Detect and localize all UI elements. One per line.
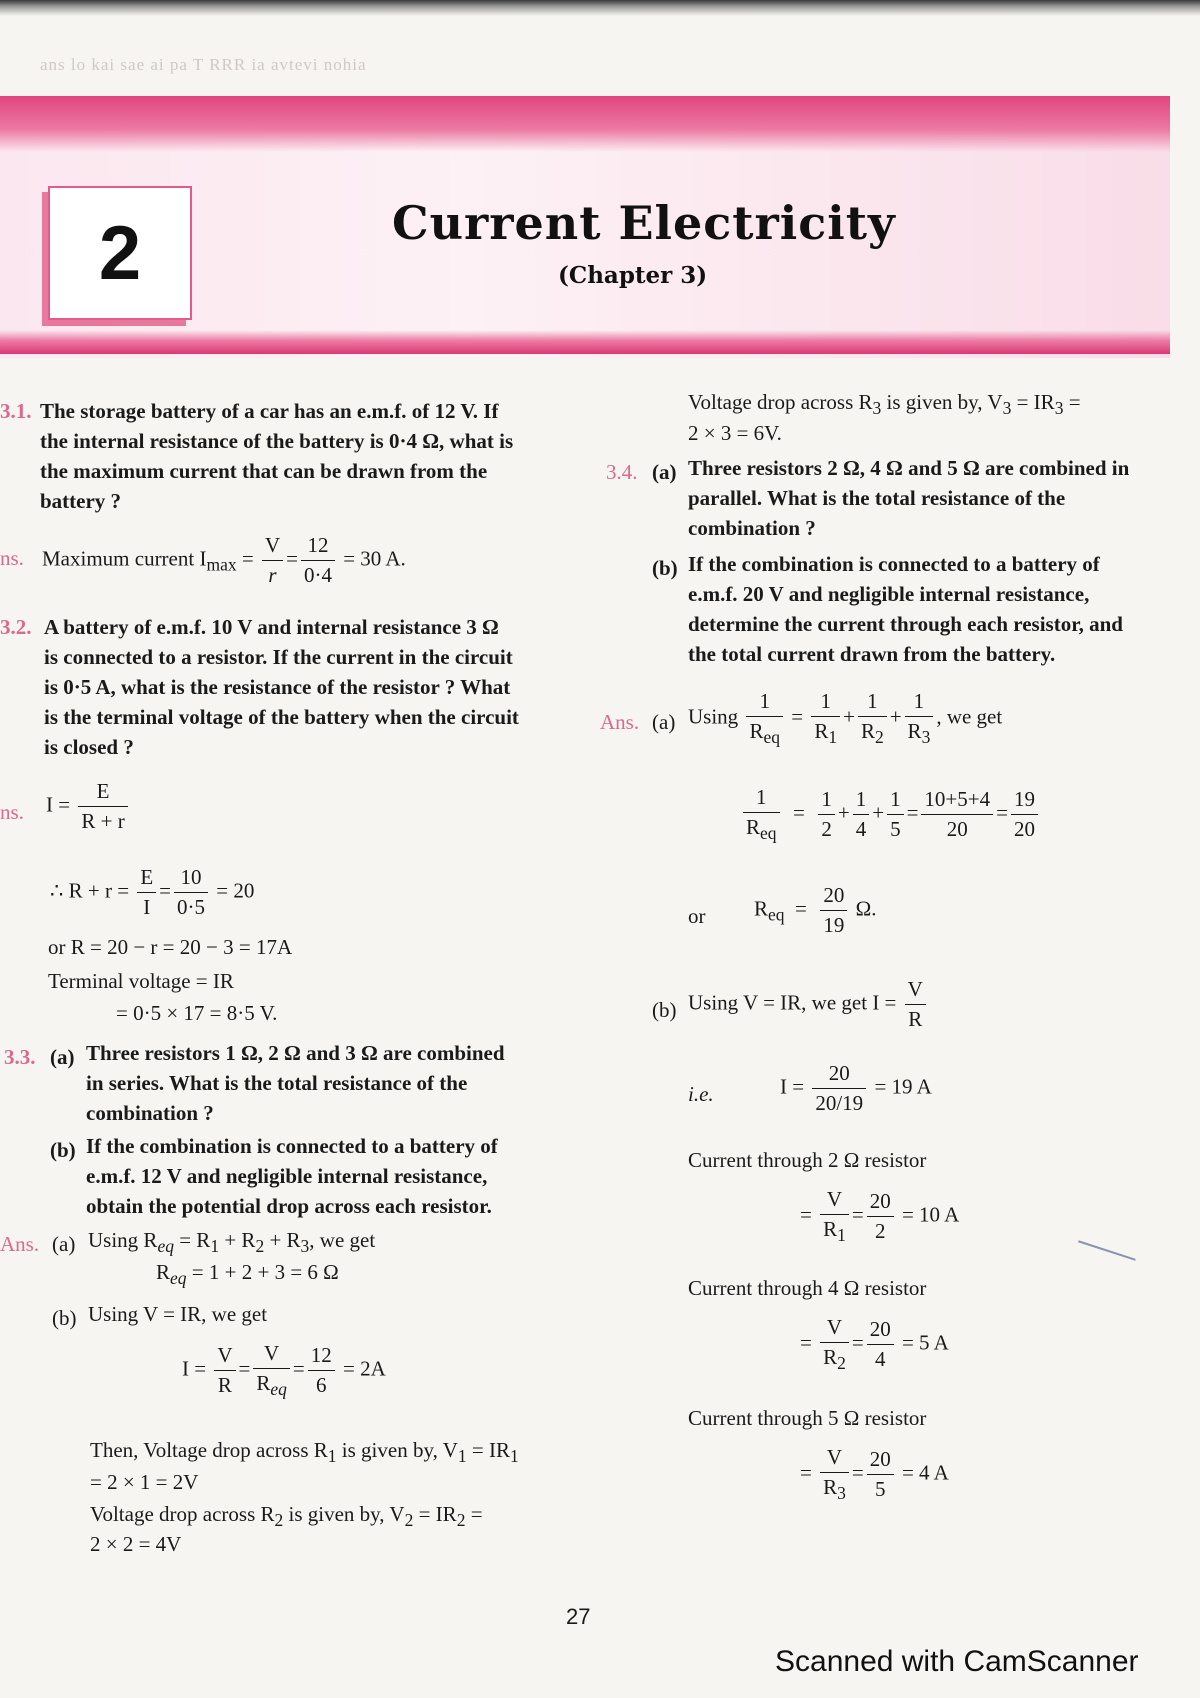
equation-line: = 0·5 × 17 = 8·5 V. xyxy=(116,1001,278,1025)
fraction: $\frac{V}{R_1}$ xyxy=(820,1188,849,1246)
fraction: $\frac{1}{R_1}$ xyxy=(811,690,840,748)
fraction: $\frac{12}{6}$ xyxy=(308,1344,335,1397)
question-line: is closed ? xyxy=(44,735,134,759)
fraction: $\frac{V}{r}$ xyxy=(262,534,283,587)
equation-parallel: Using $\frac{1}{R_{eq}}$ = $\frac{1}{R_1}$ + $\frac{1}{R_2}$ + $\frac{1}{R_3}$ , we get xyxy=(688,689,1003,748)
equation-current-5ohm: = $\frac{V}{R_3}$ = $\frac{20}{5}$ = 4 A xyxy=(800,1445,949,1504)
question-number: 3.2. xyxy=(0,615,32,639)
question-number: 3.4. xyxy=(606,460,638,484)
chapter-number-box xyxy=(48,186,192,320)
ie-label: i.e. xyxy=(688,1082,714,1106)
part-label: (b) xyxy=(50,1138,76,1162)
fraction: $\frac{V}{R_3}$ xyxy=(820,1446,849,1504)
equation-series: Using $R_{eq} = R_1 + R_2 + R_3$, we get xyxy=(88,1228,376,1257)
question-line: is the terminal voltage of the battery when the circuit xyxy=(44,705,519,729)
equation-line: or R = 20 − r = 20 − 3 = 17A xyxy=(48,935,293,959)
fraction: $\frac{E}{I}$ xyxy=(137,866,156,919)
fraction: $\frac{1}{R_{eq}}$ xyxy=(746,690,783,748)
current-label: Current through 4 Ω resistor xyxy=(688,1276,927,1300)
banner-top-stripe xyxy=(0,96,1170,152)
equation-current-4ohm: = $\frac{V}{R_2}$ = $\frac{20}{4}$ = 5 A xyxy=(800,1315,949,1374)
part-label: (b) xyxy=(52,1306,77,1330)
fraction: $\frac{1}{4}$ xyxy=(853,788,870,841)
question-line: parallel. What is the total resistance of the xyxy=(688,486,1066,510)
part-label: (a) xyxy=(50,1045,75,1069)
fraction: $\frac{10}{0\cdot 5}$ xyxy=(174,866,208,919)
question-line: is connected to a resistor. If the current in the circuit xyxy=(44,645,513,669)
equation-current-2ohm: = $\frac{V}{R_1}$ = $\frac{20}{2}$ = 10 A xyxy=(800,1187,960,1246)
part-label: (b) xyxy=(652,998,677,1022)
question-line: obtain the potential drop across each resistor. xyxy=(86,1194,492,1218)
question-line: combination ? xyxy=(86,1101,214,1125)
fraction: $\frac{20}{4}$ xyxy=(867,1318,894,1371)
equation-req: $R_{eq}$ = $\frac{20}{19}$ Ω. xyxy=(754,883,877,938)
bleed-through-text: ans lo kai sae ai pa T RRR ia avtevi nohia xyxy=(40,55,367,74)
fraction: $\frac{V}{R_2}$ xyxy=(820,1316,849,1374)
chapter-subtitle: (Chapter 3) xyxy=(558,262,708,289)
question-line: If the combination is connected to a battery of xyxy=(86,1134,498,1158)
fraction: $\frac{V}{R}$ xyxy=(905,978,926,1031)
fraction: $\frac{1}{5}$ xyxy=(887,788,904,841)
part-label: (b) xyxy=(652,556,678,580)
equation-line: 2 × 3 = 6V. xyxy=(688,421,782,445)
equation-line: Terminal voltage = IR xyxy=(48,969,234,993)
fraction: $\frac{20}{2}$ xyxy=(867,1190,894,1243)
question-line: in series. What is the total resistance of the xyxy=(86,1071,468,1095)
question-line: combination ? xyxy=(688,516,816,540)
eq-sub: max xyxy=(206,554,237,575)
equation-ohm-law: Using V = IR, we get I = $\frac{V}{R}$ xyxy=(688,978,929,1031)
question-line: battery ? xyxy=(40,489,122,513)
equation-line: Using V = IR, we get xyxy=(88,1302,268,1326)
equation-parallel-values: $\frac{1}{R_{eq}}$ = $\frac{1}{2}$ + $\frac{1}{4}$ + $\frac{1}{5}$ = $\frac{10+5+4}{20}$ = $\frac{19}{20}$ xyxy=(740,786,1041,844)
voltage-drop-r2: Voltage drop across $R_2$ is given by, $V_2 = IR_2$ = xyxy=(90,1502,483,1531)
question-line: the internal resistance of the battery is 0·4 Ω, what is xyxy=(40,429,514,453)
fraction: $\frac{1}{R_3}$ xyxy=(905,690,934,748)
answer-label: ns. xyxy=(0,800,24,824)
voltage-drop-r3: Voltage drop across $R_3$ is given by, $V_3 = IR_3$ = xyxy=(688,390,1081,419)
answer-label: ns. xyxy=(0,546,24,570)
page-number: 27 xyxy=(566,1604,591,1629)
answer-label: Ans. xyxy=(600,710,640,734)
voltage-drop-r1: Then, Voltage drop across $R_1$ is given by, $V_1 = IR_1$ xyxy=(90,1438,519,1467)
fraction: $\frac{1}{R_{eq}}$ xyxy=(743,786,780,844)
chapter-number: 2 xyxy=(98,211,142,296)
pen-mark xyxy=(1078,1221,1142,1260)
question-line: Three resistors 1 Ω, 2 Ω and 3 Ω are combined xyxy=(86,1041,505,1065)
scanner-watermark: Scanned with CamScanner xyxy=(775,1645,1139,1678)
question-line: the total current drawn from the battery. xyxy=(688,642,1056,666)
equation-current: I = $\frac{E}{R + r}$ xyxy=(46,780,131,833)
current-label: Current through 5 Ω resistor xyxy=(688,1406,927,1430)
equation-max-current: Maximum current $I_{max}$ = $\frac{V}{r}$ = $\frac{12}{0\cdot 4}$ = 30 A. xyxy=(42,533,406,588)
fraction: $\frac{19}{20}$ xyxy=(1011,788,1038,841)
banner-bottom-stripe xyxy=(0,330,1170,354)
equation-line: 2 × 2 = 4V xyxy=(90,1532,182,1556)
part-label: (a) xyxy=(652,460,677,484)
fraction: $\frac{E}{R + r}$ xyxy=(78,780,127,833)
fraction: $\frac{12}{0\cdot 4}$ xyxy=(301,534,335,587)
part-label: (a) xyxy=(52,1232,76,1256)
fraction: $\frac{20}{5}$ xyxy=(867,1448,894,1501)
question-line: If the combination is connected to a battery of xyxy=(688,552,1100,576)
question-line: is 0·5 A, what is the resistance of the resistor ? What xyxy=(44,675,511,699)
question-number: 3.1. xyxy=(0,399,32,423)
equation-r-plus-r: ∴ R + r = $\frac{E}{I}$ = $\frac{10}{0\cdot 5}$ = 20 xyxy=(50,865,255,920)
top-edge-shadow xyxy=(0,0,1200,16)
fraction: $\frac{10+5+4}{20}$ xyxy=(921,788,993,841)
eq-text: Maximum current I xyxy=(42,546,207,571)
question-line: e.m.f. 12 V and negligible internal resistance, xyxy=(86,1164,488,1188)
eq-result: = 30 A. xyxy=(343,546,406,571)
question-line: e.m.f. 20 V and negligible internal resistance, xyxy=(688,582,1090,606)
fraction: $\frac{V}{R}$ xyxy=(214,1344,235,1397)
question-number: 3.3. xyxy=(4,1045,36,1069)
fraction: $\frac{1}{2}$ xyxy=(818,788,835,841)
question-line: the maximum current that can be drawn from the xyxy=(40,459,488,483)
part-label: (a) xyxy=(652,710,676,734)
question-line: Three resistors 2 Ω, 4 Ω and 5 Ω are combined in xyxy=(688,456,1130,480)
or-label: or xyxy=(688,904,706,928)
fraction: $\frac{1}{R_2}$ xyxy=(858,690,887,748)
equation-total-current: I = $\frac{20}{20/19}$ = 19 A xyxy=(780,1061,932,1116)
answer-label: Ans. xyxy=(0,1232,40,1256)
equation-line: = 2 × 1 = 2V xyxy=(90,1470,199,1494)
question-line: The storage battery of a car has an e.m.f. of 12 V. If xyxy=(40,399,499,423)
question-line: A battery of e.m.f. 10 V and internal resistance 3 Ω xyxy=(44,615,499,639)
current-label: Current through 2 Ω resistor xyxy=(688,1148,927,1172)
question-line: determine the current through each resistor, and xyxy=(688,612,1123,636)
chapter-title: Current Electricity xyxy=(392,196,896,250)
fraction: $\frac{20}{19}$ xyxy=(820,884,847,937)
equation-current-series: I = $\frac{V}{R}$ = $\frac{V}{R_{eq}}$ = $\frac{12}{6}$ = 2A xyxy=(182,1341,386,1400)
fraction: $\frac{V}{R_{eq}}$ xyxy=(253,1342,290,1400)
fraction: $\frac{20}{20/19}$ xyxy=(812,1062,866,1115)
equation-series-result: $R_{eq} = 1 + 2 + 3 = 6$ Ω xyxy=(156,1260,339,1289)
